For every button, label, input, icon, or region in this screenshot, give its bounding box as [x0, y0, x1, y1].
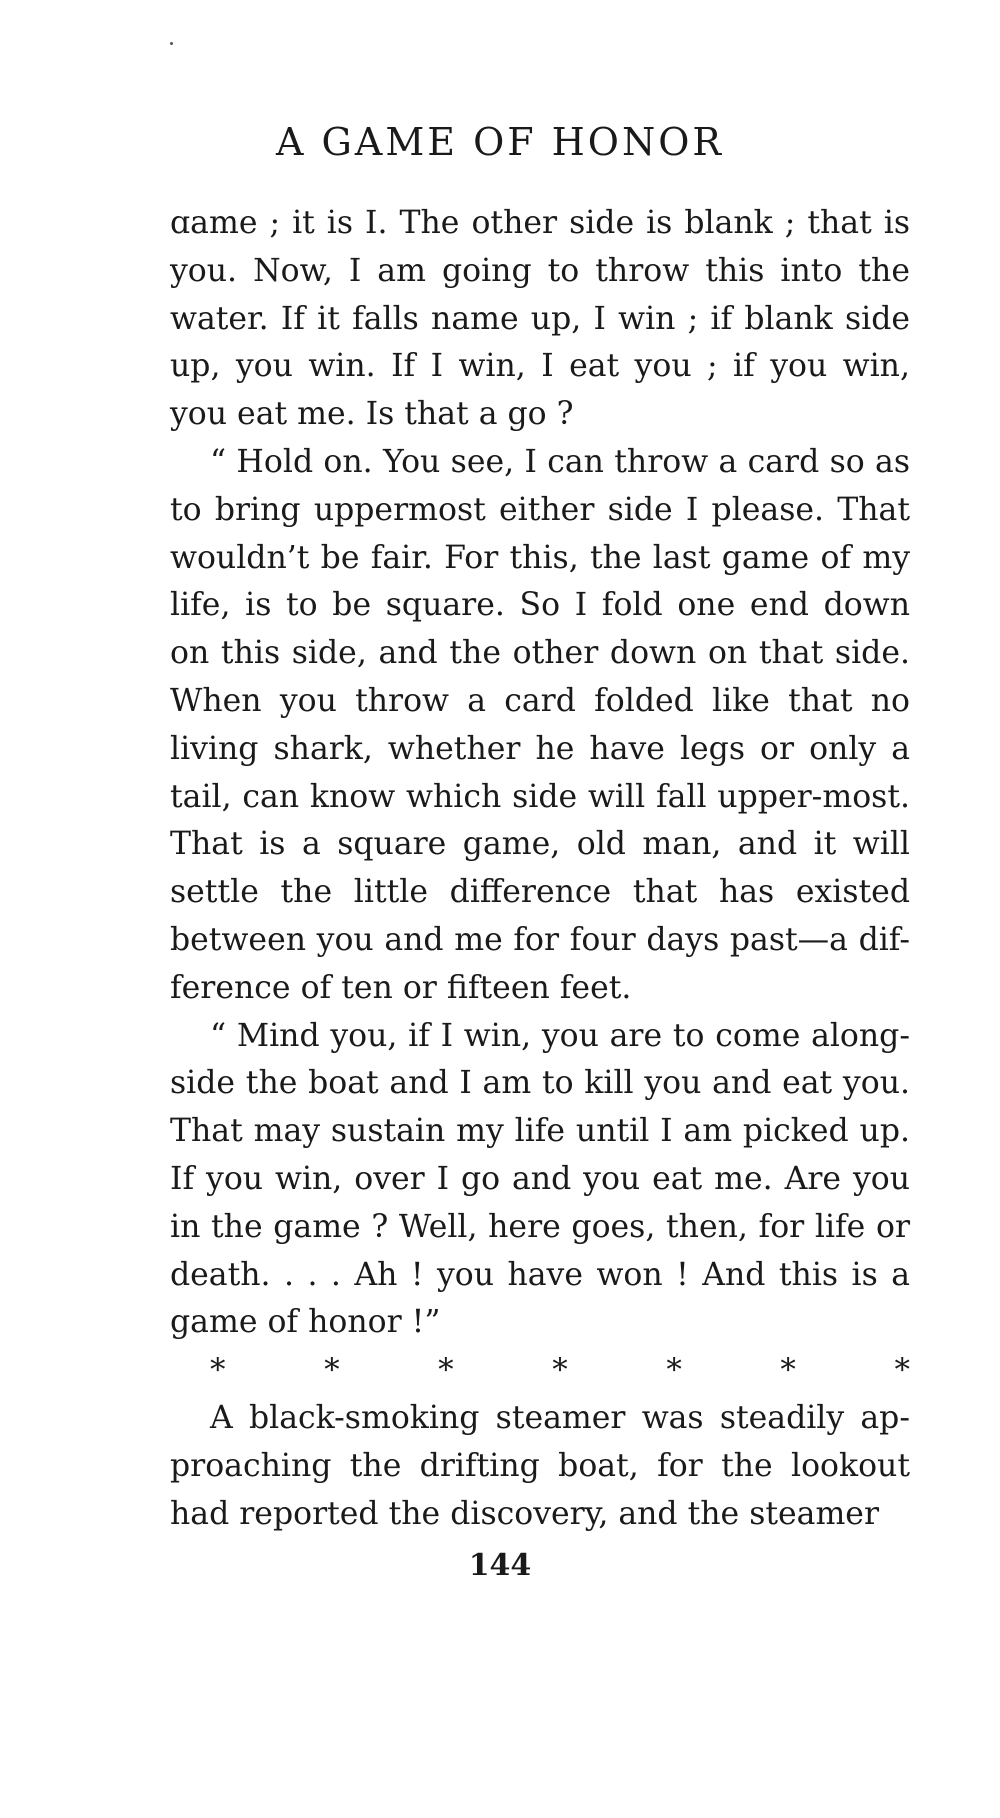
paragraph: “ Hold on. You see, I can throw a card so as to bring uppermost either side I please. That wouldn’t be fair. For this, the last game of my life, is to be square. So I fold one end down on this side, and the other down on that side. When you throw a card folded like that no living shark, whether he have legs or only a tail, can know which side will fall upper-most. That is a square game, old man, and it will settle the little difference that has existed between you and me for four days past—a dif-ference of ten or fifteen feet. [170, 443, 910, 1006]
running-title: A GAME OF HONOR [276, 120, 724, 164]
section-break-star: * [324, 1352, 340, 1389]
section-break-star: * [438, 1352, 454, 1389]
section-break [170, 1347, 910, 1395]
section-break-star: * [552, 1352, 568, 1389]
body-text [170, 200, 910, 1538]
ink-speck [170, 42, 173, 45]
section-break-star: * [666, 1352, 682, 1389]
paragraph: A black-smoking steamer was steadily ap-proaching the drifting boat, for the lookout had reported the discovery, and the steamer [170, 1399, 910, 1532]
page-number: 144 [468, 1548, 532, 1583]
section-break-star: * [210, 1352, 226, 1389]
paragraph-continued: ɑame ; it is I. The other side is blank ; that is you. Now, I am going to throw this into the water. If it falls name up, I win ; if blank side up, you win. If I win, I eat you ; if you win, you eat me. Is that a go ? [170, 205, 910, 433]
paragraph: “ Mind you, if I win, you are to come along-side the boat and I am to kill you and eat you. That may sustain my life until I am picked up. If you win, over I go and you eat me. Are you in the game ? Well, here goes, then, for life or death. . . . Ah ! you have won ! And this is a game of honor !” [170, 1017, 910, 1341]
section-break-star: * [780, 1352, 796, 1389]
section-break-star: * [894, 1352, 910, 1389]
